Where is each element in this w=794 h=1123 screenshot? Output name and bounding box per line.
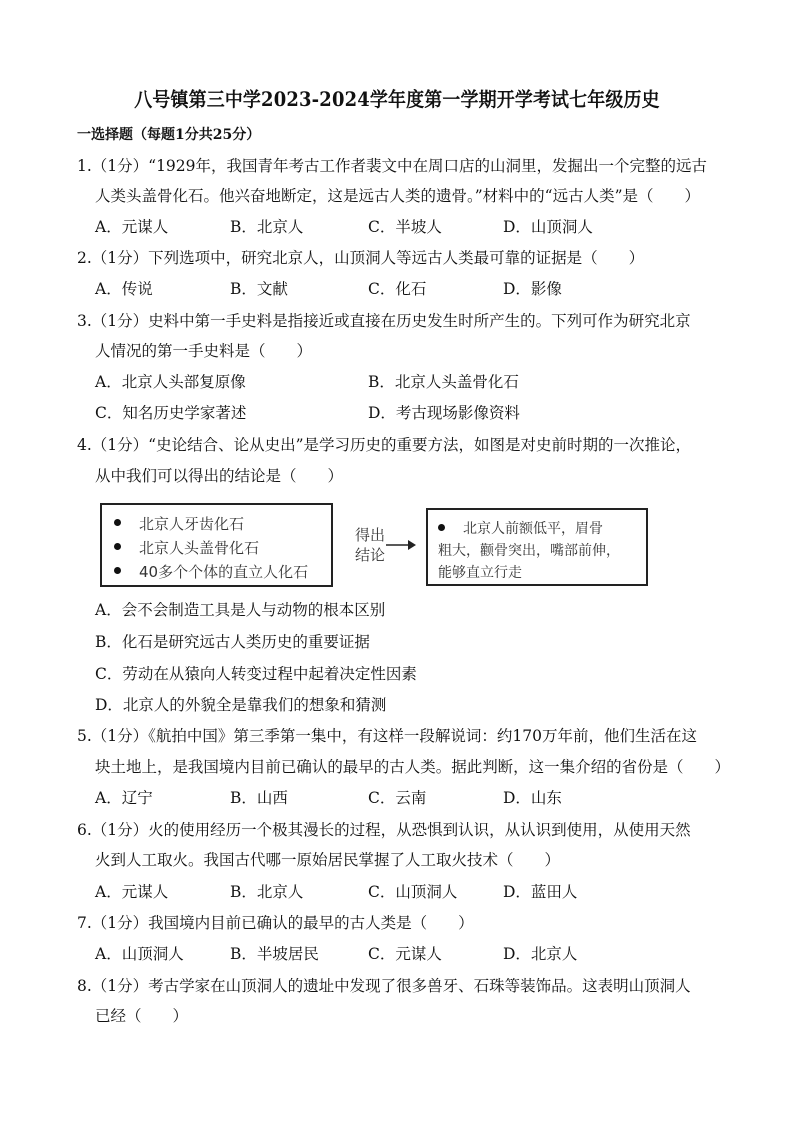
evidence-item <box>114 513 244 534</box>
q5-line2: 块土地上，是我国境内目前已确认的最早的古人类。据此判断，这一集介绍的省份是（ ） <box>95 758 731 776</box>
conclusion-line: 粗大，颧骨突出，嘴部前伸， <box>438 543 620 559</box>
q5-option-d: D．山东 <box>503 789 562 807</box>
q4-option-c: C．劳动在从猿向人转变过程中起着决定性因素 <box>95 665 417 683</box>
q2-option-a: A．传说 <box>95 280 153 298</box>
q3-line2: 人情况的第一手史料是（ ） <box>95 342 313 360</box>
q7-option-d: D．北京人 <box>503 945 578 963</box>
q1-option-a: A．元谋人 <box>95 218 169 236</box>
bullet-icon <box>438 524 445 531</box>
bullet-icon <box>114 567 121 574</box>
q1-option-c: C．半坡人 <box>368 218 442 236</box>
q3-option-d: D．考古现场影像资料 <box>368 404 520 422</box>
q6-line2: 火到人工取火。我国古代哪一原始居民掌握了人工取火技术（ ） <box>95 851 561 869</box>
q5-option-c: C．云南 <box>368 789 427 807</box>
section-heading: 一选择题（每题1分共25分） <box>77 127 261 143</box>
arrow-label-bottom: 结论 <box>355 546 386 564</box>
q3-option-c: C．知名历史学家著述 <box>95 404 247 422</box>
q7-option-c: C．元谋人 <box>368 945 442 963</box>
q4-option-b: B．化石是研究远古人类历史的重要证据 <box>95 633 370 651</box>
q7-option-b: B．半坡居民 <box>230 945 319 963</box>
q4-option-a: A．会不会制造工具是人与动物的根本区别 <box>95 601 386 619</box>
inference-diagram <box>100 500 650 592</box>
conclusion-line <box>438 518 603 538</box>
q5-option-a: A．辽宁 <box>95 789 153 807</box>
bullet-icon <box>114 543 121 550</box>
q2-option-c: C．化石 <box>368 280 427 298</box>
q6-option-d: D．蓝田人 <box>503 883 578 901</box>
conclusion-line: 能够直立行走 <box>438 565 522 581</box>
arrow-label-top: 得出 <box>355 526 386 544</box>
exam-title: 八号镇第三中学2023-2024学年度第一学期开学考试七年级历史 <box>134 88 660 111</box>
q6-option-b: B．北京人 <box>230 883 304 901</box>
right-arrow-icon <box>386 538 416 552</box>
bullet-icon <box>114 519 121 526</box>
q8-line1: 8.（1分）考古学家在山顶洞人的遗址中发现了很多兽牙、石珠等装饰品。这表明山顶洞人 <box>77 977 691 995</box>
q6-option-a: A．元谋人 <box>95 883 169 901</box>
q1-option-b: B．北京人 <box>230 218 304 236</box>
conclusion-box <box>426 508 648 586</box>
q4-option-d: D．北京人的外貌全是靠我们的想象和猜测 <box>95 696 387 714</box>
q5-line1: 5.（1分）《航拍中国》第三季第一集中，有这样一段解说词：约170万年前，他们生活在这 <box>77 727 697 745</box>
q7-line1: 7.（1分）我国境内目前已确认的最早的古人类是（ ） <box>77 914 474 932</box>
evidence-item <box>114 537 259 558</box>
q1-line1: 1.（1分）“1929年，我国青年考古工作者裴文中在周口店的山洞里，发掘出一个完整的远古 <box>77 157 708 175</box>
evidence-item <box>114 561 308 582</box>
evidence-box <box>100 503 333 587</box>
q1-option-d: D．山顶洞人 <box>503 218 593 236</box>
q5-option-b: B．山西 <box>230 789 288 807</box>
q3-line1: 3.（1分）史料中第一手史料是指接近或直接在历史发生时所产生的。下列可作为研究北京 <box>77 312 691 330</box>
q2-option-d: D．影像 <box>503 280 562 298</box>
conclusion-text: 北京人前额低平，眉骨 <box>463 521 603 537</box>
q8-line2: 已经（ ） <box>95 1007 189 1025</box>
evidence-text: 40多个个体的直立人化石 <box>139 563 309 581</box>
q3-option-a: A．北京人头部复原像 <box>95 373 246 391</box>
evidence-text: 北京人牙齿化石 <box>139 515 245 533</box>
q1-line2: 人类头盖骨化石。他兴奋地断定，这是远古人类的遗骨。”材料中的“远古人类”是（ ） <box>95 187 701 205</box>
q2-line1: 2.（1分）下列选项中，研究北京人，山顶洞人等远古人类最可靠的证据是（ ） <box>77 249 645 267</box>
evidence-text: 北京人头盖骨化石 <box>139 539 260 557</box>
q6-option-c: C．山顶洞人 <box>368 883 458 901</box>
q2-option-b: B．文献 <box>230 280 288 298</box>
q7-option-a: A．山顶洞人 <box>95 945 184 963</box>
q6-line1: 6.（1分）火的使用经历一个极其漫长的过程，从恐惧到认识，从认识到使用，从使用天然 <box>77 821 691 839</box>
q4-line2: 从中我们可以得出的结论是（ ） <box>95 467 344 485</box>
q4-line1: 4.（1分）“史论结合、论从史出”是学习历史的重要方法，如图是对史前时期的一次推论， <box>77 436 692 454</box>
q3-option-b: B．北京人头盖骨化石 <box>368 373 519 391</box>
